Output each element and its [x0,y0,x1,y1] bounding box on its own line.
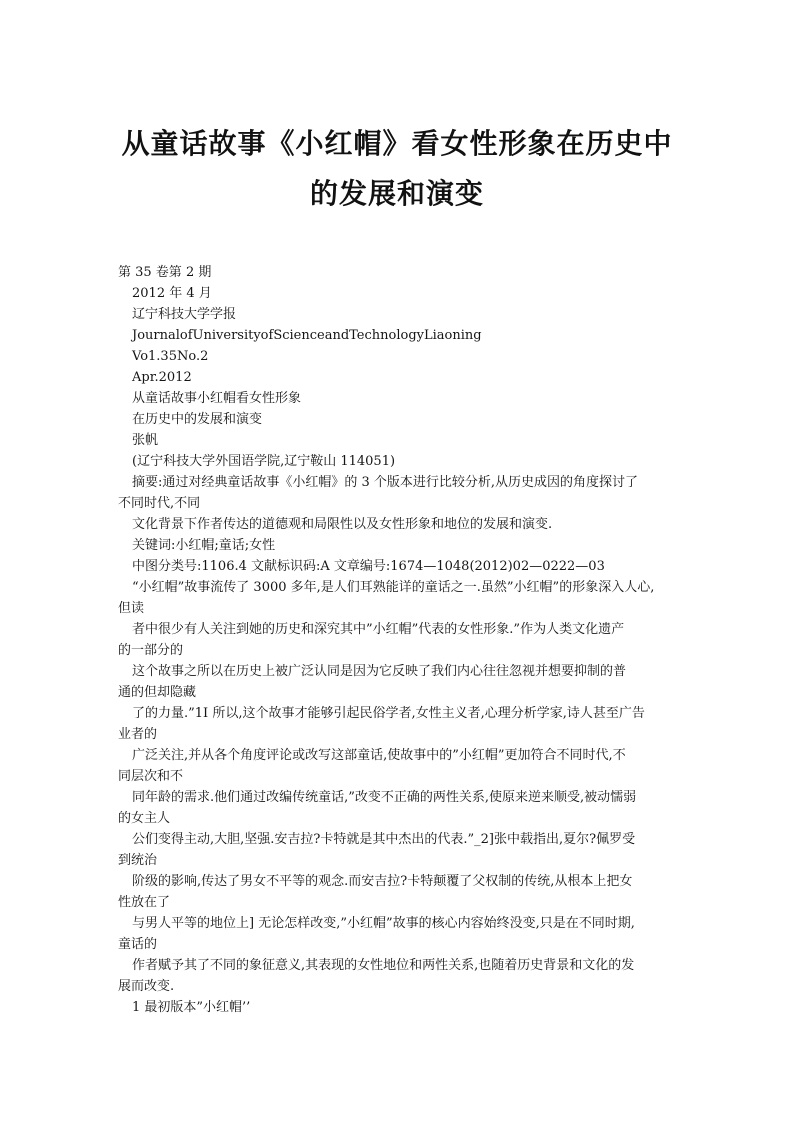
text-line: 通的但却隐藏 [118,685,197,700]
text-line: 展而改变. [118,979,175,994]
text-line: 公们变得主动,大胆,坚强.安吉拉?卡特就是其中杰出的代表.”_2]张中载指出,夏尔?佩罗受 [132,832,636,847]
text-line: 1 最初版本”小红帽’’ [132,1000,251,1015]
article-body [118,262,678,1018]
text-line: 文化背景下作者传达的道德观和局限性以及女性形象和地位的发展和演变. [132,517,553,532]
text-line: 但读 [118,601,145,616]
text-line: 作者赋予其了不同的象征意义,其表现的女性地位和两性关系,也随着历史背景和文化的发 [132,958,635,973]
text-line: 到统治 [118,853,158,868]
article-title-line-1: 从童话故事《小红帽》看女性形象在历史中 [121,127,673,160]
text-line: 这个故事之所以在历史上被广泛认同是因为它反映了我们内心往往忽视并想要抑制的普 [132,664,627,679]
text-line: 广泛关注,并从各个角度评论或改写这部童话,使故事中的”小红帽”更加符合不同时代,不 [132,748,626,763]
text-line: 的女主人 [118,811,171,826]
text-line: 业者的 [118,727,158,742]
text-line: 童话的 [118,937,158,952]
text-line: 在历史中的发展和演变 [132,412,263,427]
text-line: 了的力量.”1I 所以,这个故事才能够引起民俗学者,女性主义者,心理分析学家,诗人甚至广告 [132,706,645,721]
text-line: 性放在了 [118,895,171,910]
text-line: 从童话故事小红帽看女性形象 [132,391,302,406]
text-line: Vo1.35No.2 [132,349,209,364]
text-line: (辽宁科技大学外国语学院,辽宁鞍山 114051) [132,454,396,469]
text-line: 同层次和不 [118,769,184,784]
text-line: JournalofUniversityofScienceandTechnologyLiaoning [132,328,482,343]
text-line: 关键词:小红帽;童话;女性 [132,538,276,553]
text-line: 同年龄的需求.他们通过改编传统童话,”改变不正确的两性关系,使原来逆来顺受,被动懦弱 [132,790,637,805]
article-title-line-2: 的发展和演变 [309,177,484,210]
text-line: 中图分类号:1106.4 文献标识码:A 文章编号:1674—1048(2012)02—0222—03 [132,559,605,574]
text-line: 不同时代,不同 [118,496,201,511]
text-line: 者中很少有人关注到她的历史和深究其中”小红帽”代表的女性形象.”作为人类文化遗产 [132,622,625,637]
text-line: 阶级的影响,传达了男女不平等的观念.而安吉拉?卡特颠覆了父权制的传统,从根本上把女 [132,874,633,889]
text-line: 辽宁科技大学学报 [132,307,237,322]
text-line: Apr.2012 [132,370,192,385]
text-line: 第 35 卷第 2 期 [118,265,212,280]
text-line: 张帆 [132,433,159,448]
text-line: 的一部分的 [118,643,184,658]
text-line: 与男人平等的地位上] 无论怎样改变,”小红帽”故事的核心内容始终没变,只是在不同时期, [132,916,635,931]
text-line: 2012 年 4 月 [132,286,212,301]
text-line: “小红帽”故事流传了 3000 多年,是人们耳熟能详的童话之一.虽然”小红帽”的形象深入人心, [132,580,655,595]
text-line: 摘要:通过对经典童话故事《小红帽》的 3 个版本进行比较分析,从历史成因的角度探讨了 [132,475,639,490]
